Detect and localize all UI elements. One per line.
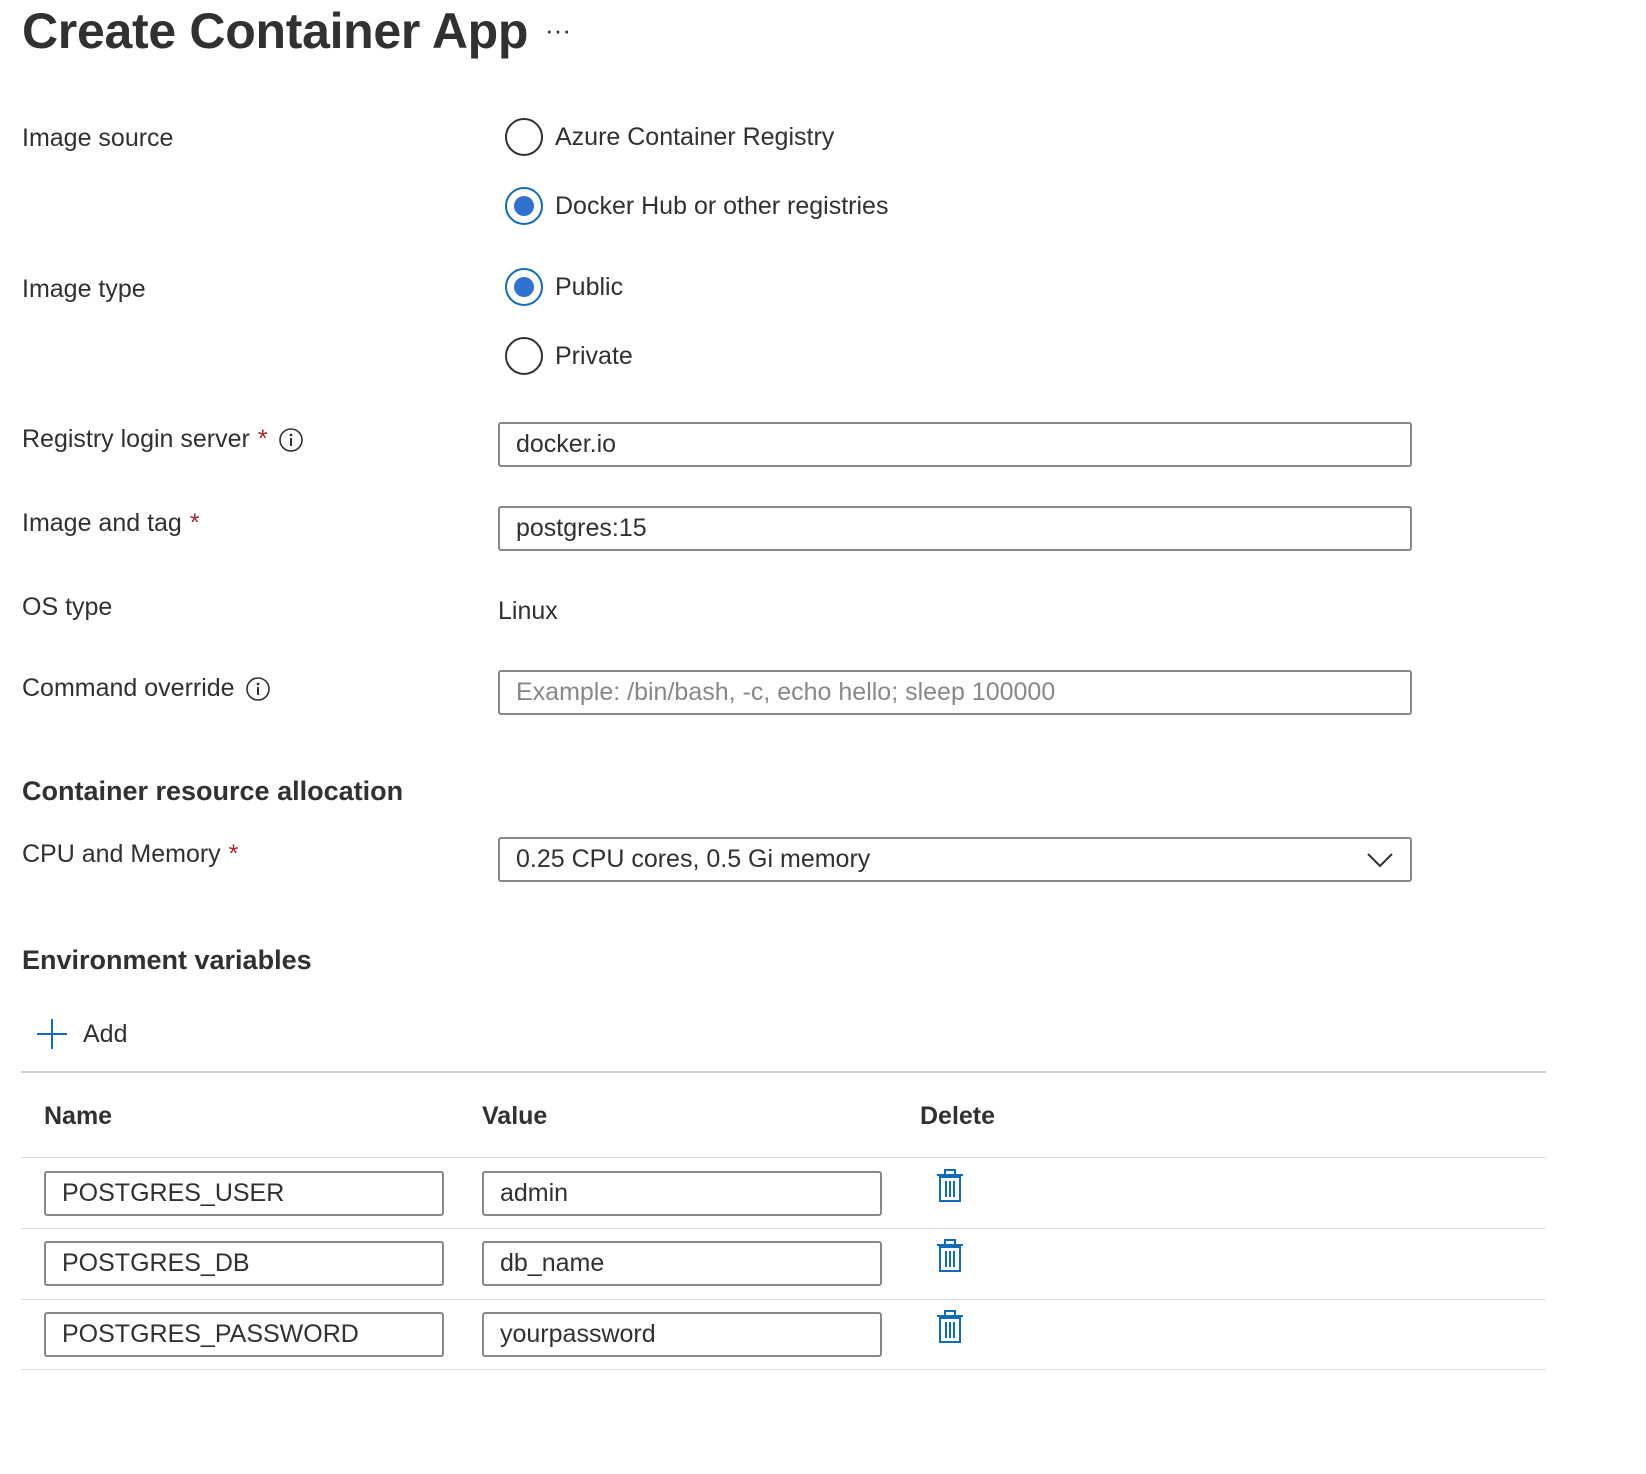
command-override-input[interactable]	[498, 670, 1412, 715]
command-override-label-text: Command override	[22, 674, 235, 702]
cpu-memory-dropdown[interactable]	[498, 837, 1412, 882]
registry-login-server-input[interactable]	[498, 422, 1412, 467]
table-row	[0, 1300, 1646, 1370]
radio-public[interactable]	[505, 268, 623, 306]
radio-circle-unchecked[interactable]	[505, 337, 543, 375]
radio-label: Azure Container Registry	[555, 122, 835, 151]
registry-login-server-label	[22, 425, 304, 454]
add-label: Add	[83, 1019, 128, 1048]
column-header-name: Name	[44, 1102, 113, 1130]
image-and-tag-label-text: Image and tag	[22, 509, 182, 537]
chevron-down-icon	[1366, 852, 1394, 868]
radio-docker-hub[interactable]	[505, 187, 888, 225]
more-options-button[interactable]: ···	[545, 15, 571, 45]
info-icon[interactable]	[245, 676, 271, 702]
info-icon[interactable]	[278, 427, 304, 453]
image-type-label	[22, 275, 146, 304]
image-source-label	[22, 124, 173, 153]
env-value-input[interactable]	[482, 1241, 882, 1286]
table-row	[0, 1158, 1646, 1228]
column-header-value: Value	[482, 1102, 548, 1130]
radio-label: Docker Hub or other registries	[555, 191, 889, 220]
env-value-input[interactable]	[482, 1171, 882, 1216]
plus-icon	[35, 1017, 69, 1051]
image-source-label-text: Image source	[22, 124, 174, 152]
os-type-label	[22, 593, 112, 622]
radio-label: Private	[555, 341, 633, 370]
image-type-label-text: Image type	[22, 275, 146, 303]
trash-icon[interactable]	[935, 1169, 965, 1203]
image-and-tag-label	[22, 509, 200, 538]
radio-private[interactable]	[505, 337, 633, 375]
cpu-memory-selected-value: 0.25 CPU cores, 0.5 Gi memory	[516, 845, 871, 873]
radio-azure-container-registry[interactable]	[505, 118, 834, 156]
trash-icon[interactable]	[935, 1239, 965, 1273]
os-type-label-text: OS type	[22, 593, 113, 621]
command-override-label	[22, 674, 271, 703]
resource-allocation-heading: Container resource allocation	[22, 776, 404, 806]
trash-icon[interactable]	[935, 1310, 965, 1344]
cpu-memory-label-text: CPU and Memory	[22, 840, 221, 868]
radio-circle-unchecked[interactable]	[505, 118, 543, 156]
environment-variables-heading: Environment variables	[22, 945, 312, 975]
required-asterisk: *	[228, 840, 239, 868]
page-title: Create Container App	[22, 3, 529, 59]
column-header-delete: Delete	[920, 1102, 996, 1130]
registry-login-server-label-text: Registry login server	[22, 425, 250, 453]
required-asterisk: *	[257, 425, 268, 453]
table-row	[0, 1229, 1646, 1299]
env-name-input[interactable]	[44, 1312, 444, 1357]
env-value-input[interactable]	[482, 1312, 882, 1357]
image-and-tag-input[interactable]	[498, 506, 1412, 551]
env-name-input[interactable]	[44, 1171, 444, 1216]
os-type-value: Linux	[498, 597, 558, 625]
env-name-input[interactable]	[44, 1241, 444, 1286]
env-table-top-divider	[21, 1071, 1546, 1073]
row-divider	[21, 1369, 1546, 1370]
cpu-memory-label	[22, 840, 238, 869]
add-env-variable-button[interactable]	[35, 1017, 127, 1051]
radio-circle-checked[interactable]	[505, 187, 543, 225]
radio-label: Public	[555, 272, 624, 301]
radio-circle-checked[interactable]	[505, 268, 543, 306]
required-asterisk: *	[189, 509, 200, 537]
